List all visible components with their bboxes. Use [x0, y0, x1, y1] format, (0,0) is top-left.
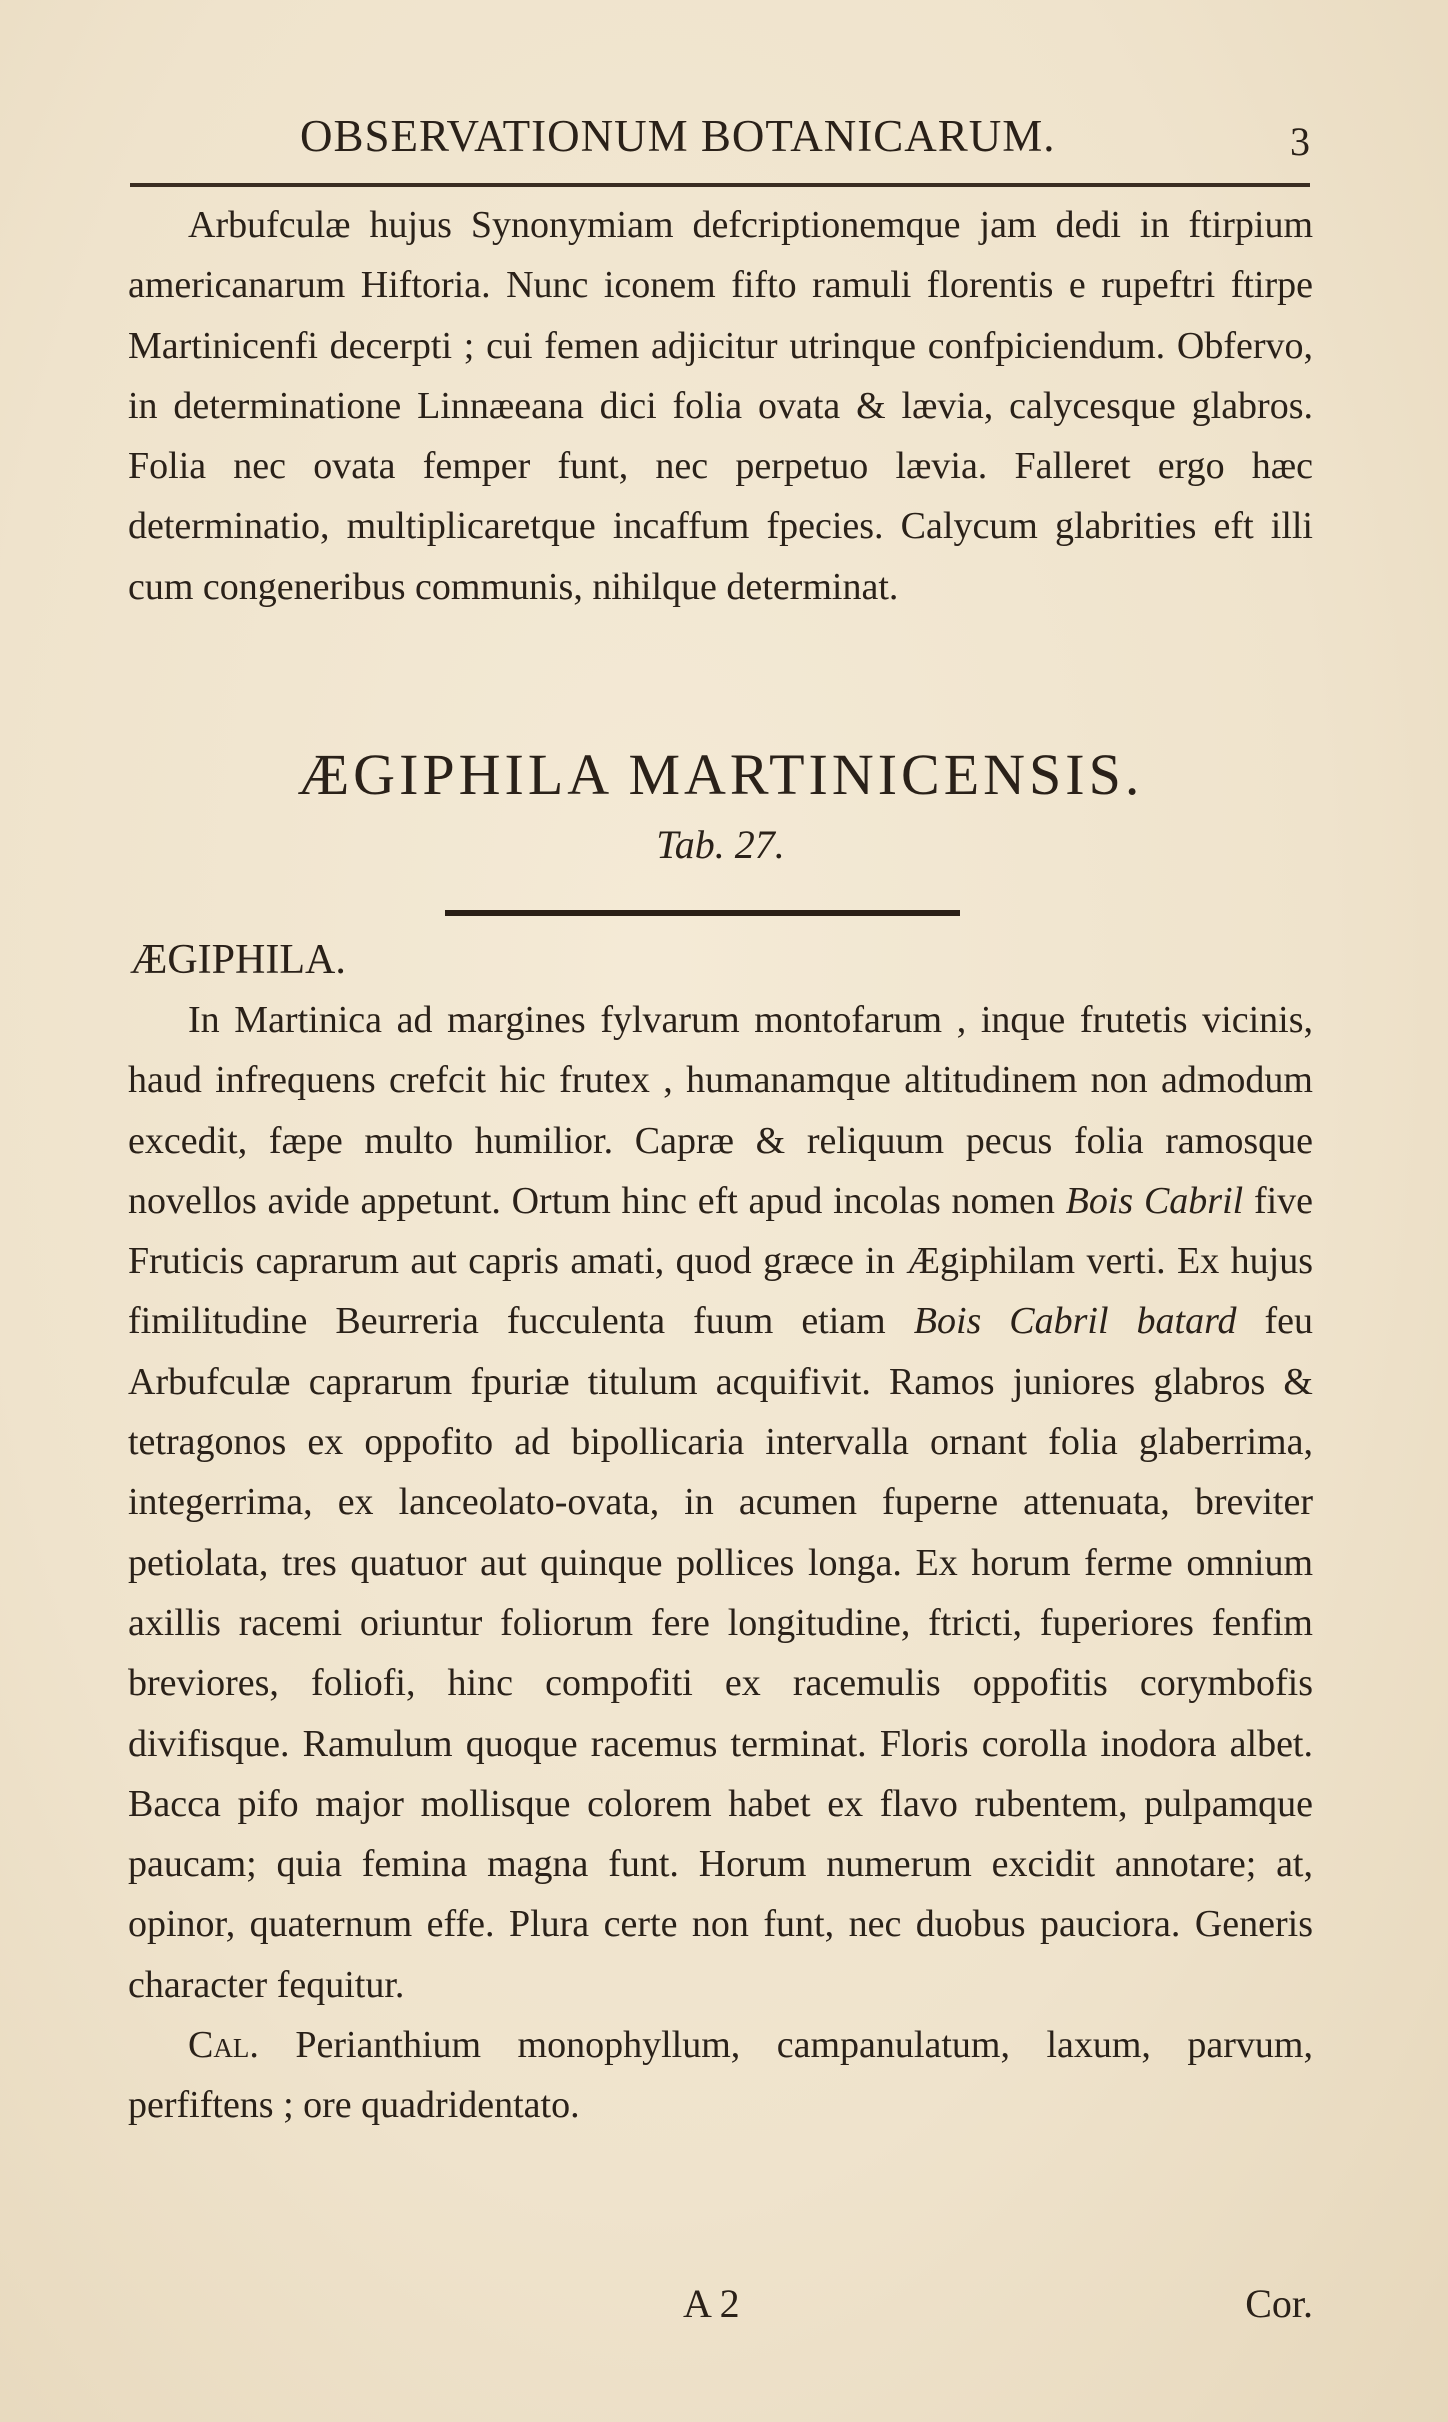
header-rule — [130, 183, 1310, 187]
vernacular-name-2: Bois Cabril batard — [913, 1300, 1237, 1343]
page-header — [130, 110, 1310, 170]
calyx-label: Cal. — [188, 2024, 259, 2067]
description-paragraph — [128, 990, 1313, 2015]
plate-reference: Tab. 27. — [656, 822, 785, 867]
description-part-2: five Fruticis caprarum aut capris amati, quod græce in Ægiphilam verti. Ex hujus fimilitudine Beurreria fucculenta fuum etiam — [128, 1179, 1314, 1343]
intro-paragraph: Arbufculæ hujus Synonymiam defcriptionemque jam dedi in ftirpium americanarum Hiftoria. Nunc iconem fifto ramuli florentis e rupeftri ftirpe Martinicenfi decerpti ; cui femen adjicitur utrinque confpiciendum. Obfervo, in determinatione Linnæeana dici folia ovata & lævia, calycesque glabros. Folia nec ovata femper funt, nec perpetuo lævia. Falleret ergo hæc determinatio, multiplicaretque incaffum fpecies. Calycum glabrities eft illi cum congeneribus communis, nihilque determinat. — [128, 204, 1313, 608]
description-part-1: In Martinica ad margines fylvarum montofarum , inque frutetis vicinis, haud infrequens crefcit hic frutex , humanamque altitudinem non admodum excedit, fæpe multo humilior. Capræ & reliquum pecus folia ramosque novellos avide appetunt. Ortum hinc eft apud incolas nomen — [128, 999, 1313, 1222]
genus-heading: ÆGIPHILA. — [130, 937, 346, 983]
running-head: OBSERVATIONUM BOTANICARUM. — [300, 111, 1056, 161]
species-title-block — [128, 735, 1313, 875]
title-rule — [445, 910, 960, 916]
page-footer — [128, 2280, 1313, 2340]
calyx-text: Perianthium monophyllum, campanulatum, laxum, parvum, perfiftens ; ore quadridentato. — [128, 2024, 1313, 2127]
catchword: Cor. — [1245, 2281, 1313, 2326]
vernacular-name-1: Bois Cabril — [1065, 1179, 1244, 1222]
description-part-3: feu Arbufculæ caprarum fpuriæ titulum acquifivit. Ramos juniores glabros & tetragonos ex oppofito ad bipollicaria intervalla ornant folia glaberrima, integerrima, ex lanceolato-ovata, in acumen fuperne attenuata, breviter petiolata, tres quatuor aut quinque pollices longa. Ex horum ferme omnium axillis racemi oriuntur foliorum fere longitudine, ftricti, fuperiores fenfim breviores, foliofi, hinc compofiti ex racemulis oppofitis corymbofis divifisque. Ramulum quoque racemus terminat. Floris corolla inodora albet. Bacca pifo major mollisque colorem habet ex flavo rubentem, pulpamque paucam; quia femina magna funt. Horum numerum excidit annotare; at, opinor, quaternum effe. Plura certe non funt, nec duobus pauciora. Generis character fequitur. — [128, 1300, 1313, 2006]
description-text-block — [128, 990, 1313, 2136]
page-number: 3 — [1290, 119, 1310, 164]
calyx-paragraph — [128, 2015, 1313, 2136]
intro-text-block — [128, 195, 1313, 617]
signature-mark: A 2 — [683, 2281, 740, 2326]
species-title: ÆGIPHILA MARTINICENSIS. — [297, 742, 1144, 807]
